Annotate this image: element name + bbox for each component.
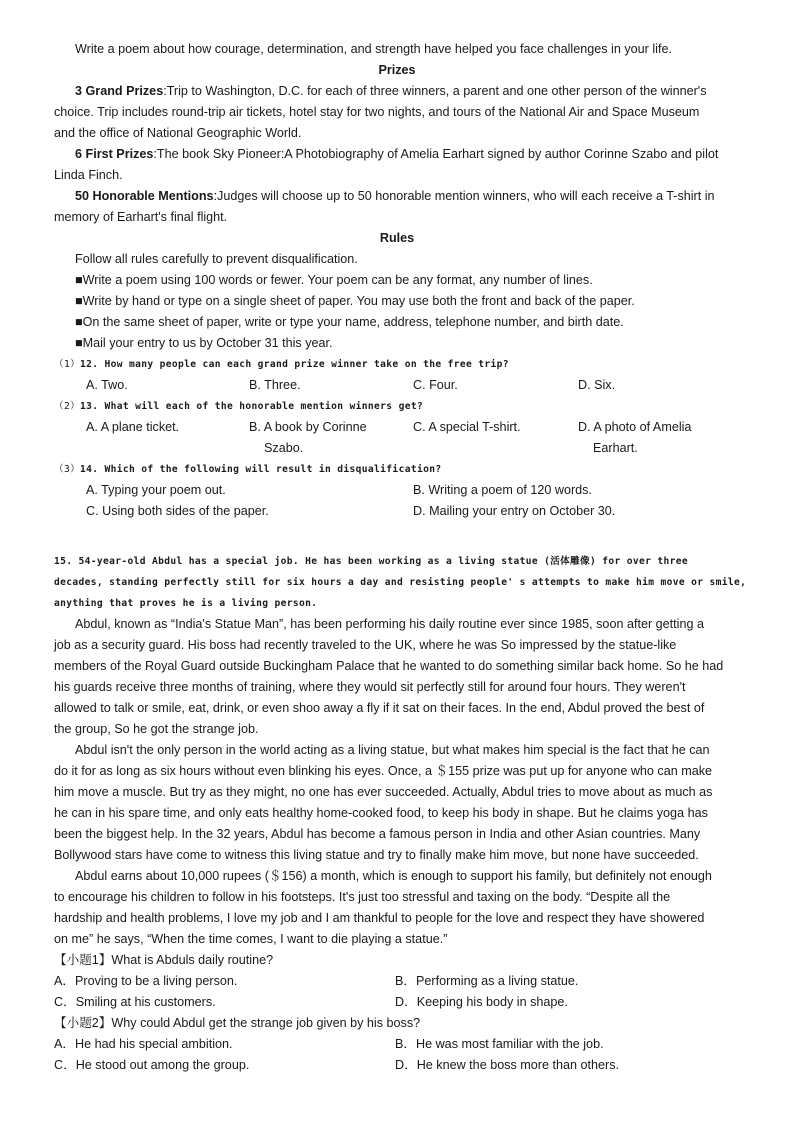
sq2-option-c: C．He stood out among the group. (54, 1058, 250, 1072)
q12-option-d: D. Six. (578, 378, 616, 392)
q14-option-c: C. Using both sides of the paper. (86, 504, 269, 518)
question-text: 14. Which of the following will result in disqualification? (80, 464, 442, 475)
q14-option-a: A. Typing your poem out. (86, 483, 226, 497)
sq2-option-a: A．He had his special ambition. (54, 1037, 233, 1051)
first-prize-text-2: Linda Finch. (54, 168, 123, 182)
passage-intro: anything that proves he is a living person. (54, 598, 318, 609)
passage-line: Abdul isn't the only person in the world acting as a living statue, but what makes him special is the fact that he can (75, 743, 710, 757)
grand-prize-label: 3 Grand Prizes (75, 84, 164, 98)
passage-line: been the biggest help. In the 32 years, Abdul has become a famous person in India and other Asian countries. Many (54, 827, 701, 841)
sq1-option-b: B．Performing as a living statue. (395, 974, 579, 988)
first-prize-line (75, 144, 765, 165)
honorable-mention-text: :Judges will choose up to 50 honorable mention winners, who will each receive a T-shirt in (213, 189, 715, 203)
passage-line: Abdul earns about 10,000 rupees (＄156) a month, which is enough to support his family, but definitely not enough (75, 869, 712, 883)
grand-prize-text-2: choice. Trip includes round-trip air tickets, hotel stay for two nights, and tours of the National Air and Space Museum (54, 105, 700, 119)
grand-prize-line (75, 81, 765, 102)
q12-option-a: A. Two. (86, 378, 128, 392)
passage-intro: 15. 54-year-old Abdul has a special job. He has been working as a living statue (活体雕像) for over three (54, 556, 688, 567)
q14-option-b: B. Writing a poem of 120 words. (413, 483, 592, 497)
passage-line: him move a muscle. But try as they might, no one has ever succeeded. Actually, Abdul tries to move about as much as (54, 785, 713, 799)
passage-line: do it for as long as six hours without even blinking his eyes. Once, a ＄155 prize was put up for anyone who can make (54, 764, 713, 778)
question-number: （1） (54, 359, 81, 370)
passage-line: he can in his spare time, and only eats healthy home-cooked food, to keep his body in shape. But he claims yoga has (54, 806, 708, 820)
passage-line: job as a security guard. His boss had recently traveled to the UK, where he was So impressed by the statue-like (54, 638, 677, 652)
passage-line: Abdul, known as “India's Statue Man”, has been performing his daily routine ever since 1985, soon after getting a (75, 617, 704, 631)
question-number: （3） (54, 464, 81, 475)
q14-option-d: D. Mailing your entry on October 30. (413, 504, 616, 518)
q13-option-d: D. A photo of Amelia (578, 420, 692, 434)
q13-option-b-cont: Szabo. (264, 441, 304, 455)
passage-intro: decades, standing perfectly still for six hours a day and resisting people' s attempts to make him move or smile, (54, 577, 747, 588)
passage-line: hardship and health problems, I love my job and I am thankful to people for the love and respect they have showered (54, 911, 705, 925)
first-prize-label: 6 First Prizes (75, 147, 154, 161)
honorable-mention-text-2: memory of Earhart's final flight. (54, 210, 228, 224)
q13-option-d-cont: Earhart. (593, 441, 638, 455)
sq1-option-c: C．Smiling at his customers. (54, 995, 216, 1009)
passage-line: allowed to talk or smile, eat, drink, or even shoo away a fly if it sat on their faces. In the end, Abdul proved the best of (54, 701, 705, 715)
sq1-option-d: D．Keeping his body in shape. (395, 995, 568, 1009)
honorable-mention-line (75, 186, 765, 207)
question-text: 13. What will each of the honorable mention winners get? (80, 401, 424, 412)
sub-question-1: 【小题1】What is Abduls daily routine? (54, 953, 274, 967)
poem-prompt: Write a poem about how courage, determination, and strength have helped you face challenges in your life. (75, 42, 672, 56)
rule-item: ■Write a poem using 100 words or fewer. Your poem can be any format, any number of lines. (75, 273, 593, 287)
passage-line: to encourage his children to follow in his footsteps. It's just too stressful and taxing on the body. “Despite all the (54, 890, 671, 904)
question-text: 12. How many people can each grand prize winner take on the free trip? (80, 359, 509, 370)
q13-option-a: A. A plane ticket. (86, 420, 180, 434)
question-14 (54, 459, 744, 480)
rule-item: ■On the same sheet of paper, write or type your name, address, telephone number, and birth date. (75, 315, 624, 329)
sq2-option-b: B．He was most familiar with the job. (395, 1037, 604, 1051)
q13-option-b: B. A book by Corinne (249, 420, 367, 434)
question-12 (54, 354, 744, 375)
passage-line: Bollywood stars have come to witness this living statue and try to finally make him move, but none have succeeded. (54, 848, 699, 862)
q12-option-c: C. Four. (413, 378, 458, 392)
prizes-heading: Prizes (378, 63, 416, 77)
passage-line: the group, So he got the strange job. (54, 722, 259, 736)
first-prize-text: :The book Sky Pioneer:A Photobiography of Amelia Earhart signed by author Corinne Szabo and pilot (153, 147, 719, 161)
passage-line: his guards receive three months of training, where they would sit perfectly still for around four hours. They weren't (54, 680, 686, 694)
sq2-option-d: D．He knew the boss more than others. (395, 1058, 619, 1072)
sub-question-2: 【小题2】Why could Abdul get the strange job given by his boss? (54, 1016, 421, 1030)
passage-line: on me” he says, “When the time comes, I want to die playing a statue.” (54, 932, 448, 946)
question-13 (54, 396, 744, 417)
rule-item: ■Mail your entry to us by October 31 this year. (75, 336, 333, 350)
rules-heading: Rules (379, 231, 415, 245)
rules-intro: Follow all rules carefully to prevent disqualification. (75, 252, 358, 266)
grand-prize-text: :Trip to Washington, D.C. for each of three winners, a parent and one other person of the winner's (163, 84, 707, 98)
passage-line: members of the Royal Guard outside Buckingham Palace that he wanted to do something similar back home. So he had (54, 659, 724, 673)
rule-item: ■Write by hand or type on a single sheet of paper. You may use both the front and back of the paper. (75, 294, 635, 308)
sq1-option-a: A．Proving to be a living person. (54, 974, 238, 988)
honorable-mention-label: 50 Honorable Mentions (75, 189, 214, 203)
grand-prize-text-3: and the office of National Geographic World. (54, 126, 302, 140)
q13-option-c: C. A special T-shirt. (413, 420, 521, 434)
question-number: （2） (54, 401, 81, 412)
q12-option-b: B. Three. (249, 378, 301, 392)
